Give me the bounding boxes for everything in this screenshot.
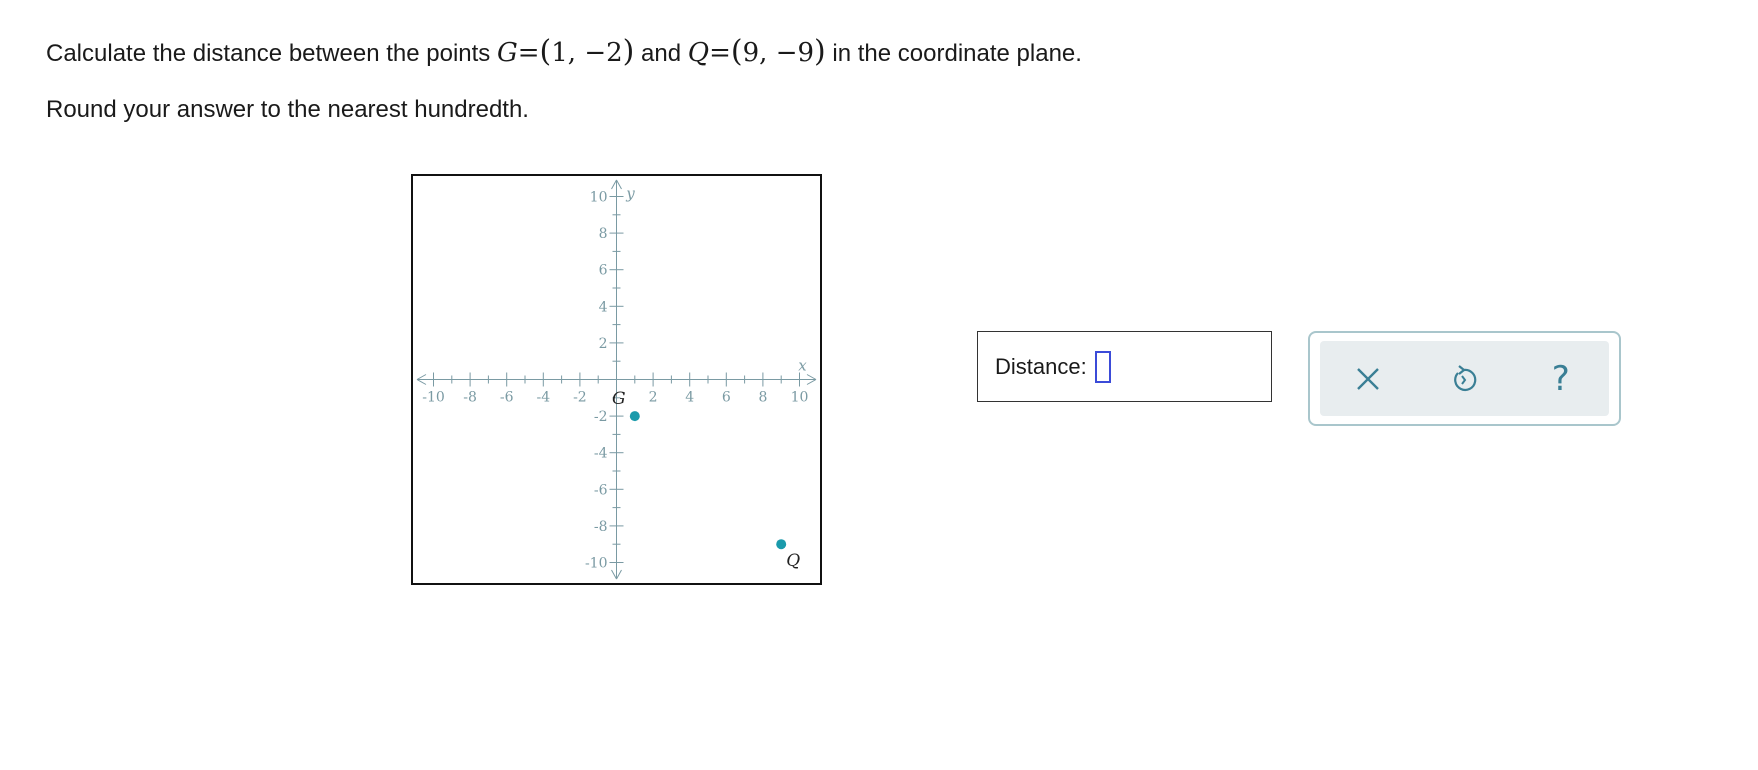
coordinate-graph — [411, 174, 822, 585]
point-label-q: Q — [786, 551, 801, 572]
y-tick-label: 4 — [598, 299, 608, 316]
distance-input[interactable] — [1095, 351, 1111, 383]
point-label-g: G — [612, 389, 626, 410]
y-tick-label: -2 — [593, 409, 608, 426]
answer-area — [977, 331, 1272, 402]
question-suffix: in the coordinate plane. — [825, 40, 1082, 67]
y-tick-label: 2 — [598, 335, 608, 352]
x-tick-label: 8 — [758, 389, 768, 406]
point-q — [776, 539, 786, 549]
y-tick-label: 8 — [598, 226, 608, 243]
y-tick-label: 6 — [598, 262, 608, 279]
y-axis-label: y — [626, 184, 635, 203]
y-tick-label: -6 — [593, 482, 608, 499]
point-q-expression: Q=(9, −9) — [687, 34, 826, 69]
help-icon: ? — [1551, 358, 1570, 399]
x-tick-label: -6 — [499, 389, 514, 406]
y-tick-label: -10 — [584, 555, 608, 572]
distance-label: Distance: — [995, 353, 1087, 379]
instruction-text: Round your answer to the nearest hundredth. — [46, 96, 529, 123]
x-tick-label: -4 — [536, 389, 551, 406]
help-button[interactable] — [1531, 349, 1591, 409]
close-icon — [1355, 366, 1381, 392]
x-tick-label: 10 — [790, 389, 809, 406]
x-tick-label: 2 — [648, 389, 658, 406]
undo-icon — [1450, 364, 1478, 394]
x-tick-label: 6 — [721, 389, 731, 406]
x-tick-label: -2 — [573, 389, 587, 406]
question-text — [46, 32, 1082, 74]
y-tick-label: -4 — [593, 445, 608, 462]
x-axis-label: x — [798, 356, 807, 375]
answer-toolbar — [1308, 331, 1621, 426]
undo-button[interactable] — [1434, 349, 1494, 409]
x-tick-label: -8 — [463, 389, 477, 406]
graph-canvas — [413, 176, 820, 583]
x-tick-label: -10 — [422, 389, 445, 406]
x-tick-label: 4 — [685, 389, 695, 406]
y-tick-label: -8 — [593, 518, 608, 535]
toolbar-buttons — [1320, 341, 1609, 416]
question-prefix: Calculate the distance between the points — [46, 40, 497, 67]
y-tick-label: 10 — [589, 189, 608, 206]
clear-button[interactable] — [1338, 349, 1398, 409]
point-g — [630, 411, 640, 421]
question-middle: and — [634, 40, 688, 67]
point-g-expression: G=(1, −2) — [496, 34, 635, 69]
